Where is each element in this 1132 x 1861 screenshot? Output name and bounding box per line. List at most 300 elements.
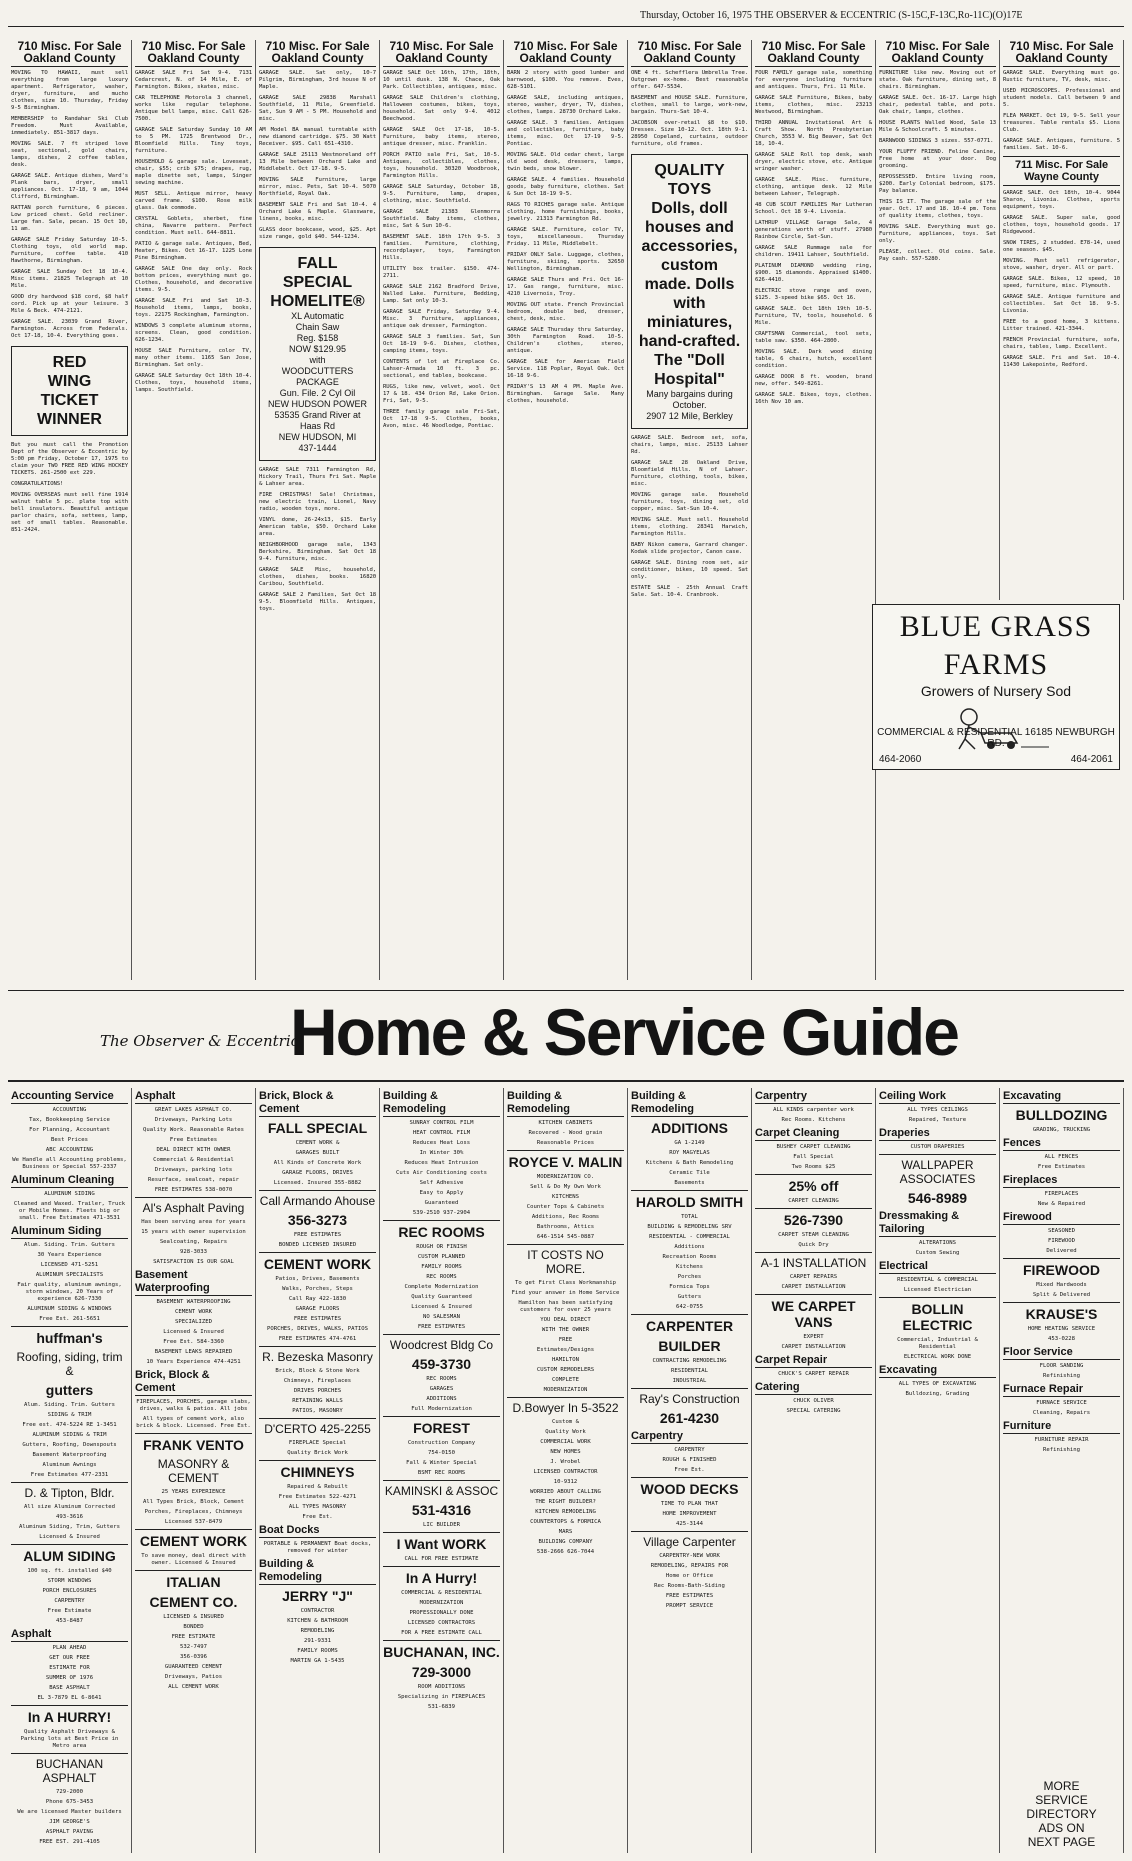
directory-ad-line: LICENSED CONTRACTORS bbox=[407, 1620, 476, 1626]
directory-ad-line: Additions bbox=[674, 1244, 705, 1250]
classified-ad: GARAGE SALE. Bikes, toys, clothes. 16th Nov 10 am. bbox=[755, 392, 872, 405]
directory-ad-line: ASPHALT PAVING bbox=[45, 1829, 94, 1835]
heading-county: Oakland County bbox=[891, 51, 984, 65]
heading-category: 710 Misc. For Sale bbox=[389, 40, 494, 53]
classified-column bbox=[504, 40, 628, 980]
directory-ad-line: 453-0228 bbox=[1048, 1336, 1075, 1342]
classified-ad: PATIO & garage sale. Antiques, Bed, Heater, Bikes. Oct 16-17. 1225 Lone Pine Birmingham. bbox=[135, 241, 252, 261]
classified-ad: THIRD ANNUAL Invitational Art & Craft Show. North Presbyterian Church, 3553 W. Big Beaver, Sat Oct 18, 10-4. bbox=[755, 120, 872, 147]
directory-ad-line: Fair quality, aluminum awnings, storm windows, 20 Years of experience 626-7330 bbox=[17, 1282, 122, 1302]
directory-ad-line: Kitchens & Bath Remodeling bbox=[645, 1160, 734, 1166]
classified-ad: GARAGE SALE. Bikes, 12 speed, 10 speed, furniture, misc. Plymouth. bbox=[1003, 276, 1120, 289]
classified-ad: WINDOWS 3 complete aluminum storms, screens. Clean, good condition. 626-1234. bbox=[135, 323, 252, 343]
directory-ad-line: Alum. Siding. Trim. Gutters bbox=[24, 1242, 115, 1248]
directory-ad-headline: WALLPAPER ASSOCIATES bbox=[899, 1158, 976, 1186]
directory-ad-line: FIREWOOD bbox=[1048, 1238, 1075, 1244]
directory-ad-line: SUMMER OF 1976 bbox=[45, 1675, 94, 1681]
directory-divider bbox=[259, 1252, 376, 1253]
directory-ad-line: WITH THE OWNER bbox=[541, 1327, 590, 1333]
sub-heading-category: 711 Misc. For Sale bbox=[1015, 159, 1108, 171]
directory-divider bbox=[383, 1334, 500, 1335]
directory-heading: Electrical bbox=[879, 1260, 996, 1274]
heading-county: Oakland County bbox=[643, 51, 736, 65]
ad-title: BLUE GRASS bbox=[899, 610, 1093, 643]
directory-ad-line: BSMT REC ROOMS bbox=[417, 1470, 466, 1476]
classified-ad: MOVING SALE. Old cedar chest, large old wood desk, dressers, lamps, twin beds, snow blower. bbox=[507, 152, 624, 172]
directory-ad-line: Aluminum Awnings bbox=[42, 1462, 97, 1468]
classified-ad: PLEASE, collect. Old coins. Sale. Pay cash. 557-5280. bbox=[879, 249, 996, 262]
directory-ad-line: Porches, Fireplaces, Chimneys bbox=[144, 1509, 243, 1515]
directory-ad-line: HAMILTON bbox=[552, 1357, 579, 1363]
directory-ad-headline: Village Carpenter bbox=[643, 1535, 736, 1549]
directory-ad-line: BUILDING & REMODELING SRV bbox=[647, 1224, 732, 1230]
directory-ad-line: WORRIED ABOUT CALLING bbox=[530, 1489, 601, 1495]
directory-ad-line: Recovered - Wood grain bbox=[528, 1130, 603, 1136]
classified-ad: GARAGE SALE 3 families. Sat, Sun Oct 18-19 9-6. Dishes, clothes, camping items, toys. bbox=[383, 334, 500, 354]
directory-ad-line: FIREPLACE Special bbox=[288, 1440, 347, 1446]
directory-ad-line: MARTIN GA 1-5435 bbox=[290, 1658, 345, 1664]
column-heading bbox=[383, 40, 500, 67]
heading-county: Oakland County bbox=[271, 51, 364, 65]
directory-divider bbox=[11, 1326, 128, 1327]
classified-ad: FRIDAY'S 13 AM 4 PM. Maple Ave. Birmingham. Garage Sale. Many clothes, household. bbox=[507, 384, 624, 404]
directory-ad-line: Brick, Block & Stone Work bbox=[275, 1368, 360, 1374]
directory-ad-line: ROY MAGYELAS bbox=[669, 1150, 710, 1156]
directory-ad-line: ALUMINUM SPECIALISTS bbox=[35, 1272, 104, 1278]
directory-ad-line: PORCHES, DRIVES, WALKS, PATIOS bbox=[266, 1326, 369, 1332]
classified-ad: GARAGE SALE Rummage sale for children. 19411 Lahser, Southfield. bbox=[755, 245, 872, 258]
directory-ad-line: 30 Years Experience bbox=[37, 1252, 102, 1258]
classified-ad: 48 CUB SCOUT FAMILIES Mar Lutheran School. Oct 18 9-4. Livonia. bbox=[755, 202, 872, 215]
directory-ad-line: Basement Waterproofing bbox=[32, 1452, 107, 1458]
classified-ad: CRAFTSMAN Commercial, tool sets, table saw. $350. 464-2800. bbox=[755, 331, 872, 344]
column-heading bbox=[879, 40, 996, 67]
classified-ad: FRENCH Provincial furniture, sofa, chairs, tables, lamp. Excellent. bbox=[1003, 337, 1120, 350]
classified-ad: CRYSTAL Goblets, sherbet, fine china, Navarre pattern. Perfect condition. Must sell. 644-8811. bbox=[135, 216, 252, 236]
classified-column bbox=[256, 40, 380, 980]
directory-ad-line: GA 1-2149 bbox=[674, 1140, 705, 1146]
boxed-ad-line: with bbox=[309, 355, 326, 365]
classified-ad: GARAGE SALE One day only. Rock bottom prices, everything must go. Clothes, household, and decorative items. 9-5. bbox=[135, 266, 252, 293]
directory-heading: Basement Waterproofing bbox=[135, 1269, 252, 1296]
directory-ad-line: Free Estimates 522-4271 bbox=[278, 1494, 357, 1500]
classified-ad: VINYL dome, 26-24x13, $15. Early American table, $50. Orchard Lake area. bbox=[259, 517, 376, 537]
directory-ad-line: GRADING, TRUCKING bbox=[1032, 1127, 1091, 1133]
directory-ad-line: Cleaned and Waxed. Trailer, Truck or Mobile Homes. Fleets big or small. Free Estimates 471-3531 bbox=[13, 1201, 126, 1221]
classified-ad: PORCH PATIO sale Fri, Sat, 10-5. Antiques, collectibles, clothes, toys, household. 30320 Woodbrook, Farmington Hills. bbox=[383, 152, 500, 179]
directory-ad-line: FIREPLACES, PORCHES, garage slabs, drives, walks & patios. All jobs bbox=[136, 1399, 251, 1412]
classified-ad: MOVING SALE. 7 ft striped love seat, sectional, gold chairs, lamps, dishes, 2 coffee tables, desk. bbox=[11, 141, 128, 168]
directory-ad-line: GARAGE FLOORS, DRIVES bbox=[282, 1170, 353, 1176]
column-heading bbox=[135, 40, 252, 67]
directory-ad-headline: In A Hurry! bbox=[405, 1570, 478, 1586]
more-ads-line: ADS ON bbox=[1038, 1821, 1085, 1835]
directory-ad-line: Free Estimates 477-2331 bbox=[30, 1472, 109, 1478]
boxed-ad-line: TICKET WINNER bbox=[37, 392, 102, 428]
directory-ad-line: INDUSTRIAL bbox=[672, 1378, 707, 1384]
directory-heading: Asphalt bbox=[135, 1090, 252, 1104]
classified-ad: ESTATE SALE - 25th Annual Craft Sale. Sat. 10-4. Cranbrook. bbox=[631, 585, 748, 598]
directory-ad-line: Quality Work. Reasonable Rates bbox=[142, 1127, 245, 1133]
directory-ad-line: Driveways, parking lots bbox=[154, 1167, 233, 1173]
classified-ad: PLATINUM DIAMOND wedding ring, $900. 15 diamonds. Appraised $1400. 626-4410. bbox=[755, 263, 872, 283]
directory-ad-line: 646-1514 545-0887 bbox=[536, 1234, 595, 1240]
directory-divider bbox=[1003, 1302, 1120, 1303]
directory-divider bbox=[879, 1297, 996, 1298]
directory-ad-line: DEAL DIRECT WITH OWNER bbox=[156, 1147, 231, 1153]
directory-ad-line: CUSTOM DRAPERIES bbox=[910, 1144, 965, 1150]
directory-divider bbox=[11, 1705, 128, 1706]
classified-ad: GARAGE SALE. Furniture, color TV, toys, miscellaneous. Thursday Friday. 11 Mile, Middlebelt. bbox=[507, 227, 624, 247]
boxed-ad-line: NEW HUDSON, MI bbox=[278, 432, 357, 442]
directory-ad-line: PATIOS, MASONRY bbox=[292, 1408, 343, 1414]
classified-ad: GARAGE SALE Fri Sat 9-4. 7131 Cedarcrest, N. of 14 Mile, E. of Farmington. Bikes, skates, misc. bbox=[135, 70, 252, 90]
classified-ad: FURNITURE like new. Moving out of state. Oak furniture, dining set, 8 chairs. Birmingham. bbox=[879, 70, 996, 90]
heading-category: 710 Misc. For Sale bbox=[885, 40, 990, 53]
classified-ad: GARAGE SALE. 4 families. Household goods, baby furniture, clothes. Sat & Sun Oct 18-19 9-5. bbox=[507, 177, 624, 197]
directory-ad-line: Custom & bbox=[552, 1419, 579, 1425]
classified-ad: RAGS TO RICHES garage sale. Antique clothing, home furnishings, books, jewelry. 21313 Farmington Rd. bbox=[507, 202, 624, 222]
directory-ad-line: Reduces Heat Loss bbox=[412, 1140, 471, 1146]
classified-ad: GARAGE SALE Furniture, Bikes, baby items, clothes, misc. 23213 Westwood, Birmingham. bbox=[755, 95, 872, 115]
classified-column bbox=[380, 40, 504, 980]
classified-ad: MEMBERSHIP to Randahar Ski Club Freedom. Must Available, immediately. 851-3817 days. bbox=[11, 116, 128, 136]
directory-ad-line: PORTABLE & PERMANENT Boat docks, removed for winter bbox=[263, 1541, 372, 1554]
directory-ad-line: NO SALESMAN bbox=[422, 1314, 461, 1320]
directory-ad-line: Commercial & Residential bbox=[153, 1157, 234, 1163]
directory-ad-line: Gutters bbox=[677, 1294, 702, 1300]
directory-heading: Furniture bbox=[1003, 1420, 1120, 1434]
directory-ad-line: DRIVES PORCHES bbox=[293, 1388, 342, 1394]
directory-ad-line: BUSHEY CARPET CLEANING bbox=[776, 1144, 851, 1150]
classified-ad: GARAGE SALE Saturday Sunday 10 AM to 5 PM. 1725 Brentwood Dr., Bloomfield Hills. Tiny toys, furniture. bbox=[135, 127, 252, 154]
classified-column bbox=[8, 40, 132, 980]
classified-ad: GARAGE SALE Thurs and Fri. Oct 16-17. Gas range, furniture, misc. 4210 Livernois, Troy. bbox=[507, 277, 624, 297]
directory-heading: Excavating bbox=[1003, 1090, 1120, 1104]
more-ads-line: MORE bbox=[1043, 1779, 1080, 1793]
directory-column bbox=[380, 1088, 504, 1853]
directory-column bbox=[132, 1088, 256, 1853]
directory-ad-line: REMODELING bbox=[300, 1628, 335, 1634]
directory-ad-headline: CEMENT WORK bbox=[263, 1256, 372, 1272]
directory-ad-line: Fall & Winter Special bbox=[406, 1460, 477, 1466]
classified-ad: BASEMENT SALE Fri and Sat 10-4. 4 Orchard Lake & Maple. Glassware, linens, books, misc. bbox=[259, 202, 376, 222]
directory-ad-headline: MASONRY & CEMENT bbox=[157, 1457, 230, 1485]
directory-ad-headline: 546-8989 bbox=[907, 1190, 968, 1206]
directory-ad-line: Hamilton has been satisfying customers for over 25 years bbox=[518, 1300, 613, 1313]
column-heading bbox=[11, 40, 128, 67]
directory-heading: Asphalt bbox=[11, 1628, 128, 1642]
directory-ad-line: ESTIMATE FOR bbox=[49, 1665, 90, 1671]
classified-ad: MOVING. Must sell refrigerator, stove, washer, dryer. All or part. bbox=[1003, 258, 1120, 271]
directory-ad-line: BONDED bbox=[183, 1624, 204, 1630]
directory-ad-line: Construction Company bbox=[407, 1440, 476, 1446]
directory-ad-line: CUSTOM REMODELERS bbox=[536, 1367, 595, 1373]
directory-ad-headline: BUCHANAN ASPHALT bbox=[35, 1757, 104, 1785]
directory-heading: Accounting Service bbox=[11, 1090, 128, 1104]
directory-divider bbox=[259, 1346, 376, 1347]
classified-ad: FIRE CHRISTMAS! Sale! Christmas, new electric train, Lionel, Navy radio, wooden toys, more. bbox=[259, 492, 376, 512]
directory-heading: Firewood bbox=[1003, 1211, 1120, 1225]
directory-ad-headline: Woodcrest Bldg Co bbox=[389, 1338, 494, 1352]
boxed-ad bbox=[11, 346, 128, 436]
directory-ad-line: Commercial, Industrial & Residential bbox=[897, 1337, 978, 1350]
directory-ad-line: Free Est. bbox=[674, 1467, 705, 1473]
classified-ad: GARAGE SALE. Oct 18th 19th 10-5. Furniture, TV, tools, household. 6 Mile. bbox=[755, 306, 872, 326]
directory-ad-line: Licensed Electrician bbox=[903, 1287, 972, 1293]
boxed-ad-line: QUALITY TOYS bbox=[654, 162, 725, 198]
classified-ad: GARAGE SALE Friday, Saturday 9-4. Misc. 3 Furniture, appliances, antique oak dresser, Farmington. bbox=[383, 309, 500, 329]
directory-ad-line: ALUMINUM SIDING bbox=[44, 1191, 95, 1197]
column-heading bbox=[507, 40, 624, 67]
classified-ad: GARAGE SALE 7311 Farmington Rd, Hickory Trail, Thurs Fri Sat. Maple & Lahser area. bbox=[259, 467, 376, 487]
directory-divider bbox=[383, 1480, 500, 1481]
home-service-guide-banner bbox=[100, 995, 1120, 1070]
directory-heading: Draperies bbox=[879, 1127, 996, 1141]
directory-ad-line: In Winter 30% bbox=[419, 1150, 464, 1156]
directory-ad-line: COMPLETE bbox=[552, 1377, 579, 1383]
directory-ad-line: Porches bbox=[677, 1274, 702, 1280]
directory-ad-headline: 261-4230 bbox=[659, 1410, 720, 1426]
directory-ad-line: THE RIGHT BUILDER? bbox=[535, 1499, 596, 1505]
directory-ad-line: Free Est. 261-5651 bbox=[39, 1316, 100, 1322]
directory-ad-line: FREE bbox=[558, 1337, 573, 1343]
directory-heading: Furnace Repair bbox=[1003, 1383, 1120, 1397]
boxed-ad-line: Gun. File. 2 Cyl Oil bbox=[279, 388, 356, 398]
directory-ad-line: GET OUR FREE bbox=[49, 1655, 90, 1661]
directory-ad-line: REMODELING, REPAIRS FOR bbox=[650, 1563, 729, 1569]
directory-ad-headline: CHIMNEYS bbox=[280, 1464, 355, 1480]
heading-county: Oakland County bbox=[1015, 51, 1108, 65]
classified-ad: MUST SELL. Antique mirror, heavy carved frame. $100. Rose milk glass. Oak commode. bbox=[135, 191, 252, 211]
directory-ad-line: 642-0755 bbox=[676, 1304, 703, 1310]
directory-ad-line: Free est. 474-5224 RE 1-3451 bbox=[22, 1422, 117, 1428]
directory-ad-line: 729-2000 bbox=[56, 1789, 83, 1795]
directory-ad-line: CHUCK'S CARPET REPAIR bbox=[778, 1371, 849, 1377]
directory-ad-line: Free Estimate bbox=[47, 1608, 92, 1614]
directory-ad-line: Home or Office bbox=[665, 1573, 714, 1579]
directory-ad-headline: A-1 INSTALLATION bbox=[760, 1256, 867, 1270]
directory-ad-line: CARPET STEAM CLEANING bbox=[778, 1232, 849, 1238]
directory-ad-line: Walks, Porches, Steps bbox=[282, 1286, 353, 1292]
directory-ad-line: Bulldozing, Grading bbox=[905, 1391, 970, 1397]
directory-ad-line: FREE ESTIMATES 538-0070 bbox=[154, 1187, 233, 1193]
directory-ad-line: Tax, Bookkeeping Service bbox=[29, 1117, 110, 1123]
directory-heading: Ceiling Work bbox=[879, 1090, 996, 1104]
directory-ad-headline: FOREST bbox=[413, 1420, 470, 1436]
classified-ad: MOVING SALE. Everything must go. Furniture, appliances, toys. Sat only. bbox=[879, 224, 996, 244]
classified-ad: BARNWOOD SIDINGS 3 sizes. 557-0771. bbox=[879, 138, 994, 144]
directory-heading: Dressmaking & Tailoring bbox=[879, 1210, 996, 1237]
directory-ad-line: FREE ESTIMATES bbox=[417, 1324, 466, 1330]
directory-ad-line: Resurface, sealcoat, repair bbox=[148, 1177, 239, 1183]
directory-ad-line: MARS bbox=[558, 1529, 573, 1535]
directory-ad-line: COMMERCIAL WORK bbox=[540, 1439, 591, 1445]
directory-ad-line: CUSTOM PLANNED bbox=[417, 1254, 466, 1260]
classified-ad: MOVING garage sale. Household furniture, toys, dining set, old copper, misc. Sat-Sun 10-4. bbox=[631, 492, 748, 512]
directory-ad-line: CARPENTRY bbox=[674, 1447, 705, 1453]
boxed-ad-line: WING bbox=[47, 373, 92, 390]
directory-ad-line: FLOOR SANDING bbox=[1039, 1363, 1084, 1369]
directory-divider bbox=[631, 1477, 748, 1478]
directory-ad-headline: CEMENT CO. bbox=[149, 1594, 238, 1610]
directory-divider bbox=[259, 1418, 376, 1419]
directory-column bbox=[256, 1088, 380, 1853]
heading-county: Oakland County bbox=[23, 51, 116, 65]
directory-ad-line: Recreation Rooms bbox=[662, 1254, 717, 1260]
directory-ad-line: ALL FENCES bbox=[1044, 1154, 1079, 1160]
classified-ad: GARAGE SALE Children's clothing, Halloween costumes, bikes, toys, household. Sat only 9-4. 4012 Beechwood. bbox=[383, 95, 500, 122]
section-rule bbox=[8, 990, 1124, 991]
classified-ad: MOVING SALE. Must sell. Household items, clothing. 28341 Harwich, Farmington Hills. bbox=[631, 517, 748, 537]
classified-column bbox=[628, 40, 752, 980]
directory-ad-line: Gutters, Roofing, Downspouts bbox=[22, 1442, 117, 1448]
directory-ad-line: ALL KINDS carpenter work bbox=[773, 1107, 854, 1113]
directory-heading: Aluminum Siding bbox=[11, 1225, 128, 1239]
ad-subtitle: Growers of Nursery Sod bbox=[920, 683, 1072, 699]
directory-ad-line: EL 3-7879 EL 6-8641 bbox=[37, 1695, 102, 1701]
classified-ad: GARAGE SALE Fri and Sat 10-3. Household items, lamps, books, toys. 22175 Rockingham, Farmington. bbox=[135, 298, 252, 318]
directory-ad-headline: REC ROOMS bbox=[398, 1224, 485, 1240]
directory-heading: Carpet Repair bbox=[755, 1354, 872, 1368]
directory-ad-line: Free Estimates bbox=[169, 1137, 218, 1143]
classified-ad: GARAGE SALE. Dining room set, air conditioner, bikes, 10 speed. Sat only. bbox=[631, 560, 748, 580]
directory-ad-line: FREE ESTIMATES bbox=[665, 1593, 714, 1599]
boxed-ad-line: NEW HUDSON POWER bbox=[268, 399, 367, 409]
directory-ad-line: We Handle all Accounting problems, Business or Special 557-2337 bbox=[12, 1157, 127, 1170]
directory-ad-headline: BUILDER bbox=[658, 1338, 721, 1354]
directory-ad-headline: FALL SPECIAL bbox=[267, 1120, 368, 1136]
more-ads-line: NEXT PAGE bbox=[1027, 1835, 1096, 1849]
classified-ad: AM Model BA manual turntable with new diamond cartridge. $75. 30 Watt Receiver. $95. Call 651-4310. bbox=[259, 127, 376, 147]
directory-divider bbox=[631, 1531, 748, 1532]
directory-ad-line: Aluminum Siding, Trim, Gutters bbox=[18, 1524, 121, 1530]
directory-ad-line: MODERNIZATION bbox=[419, 1600, 464, 1606]
directory-ad-line: LIC BUILDER bbox=[422, 1522, 461, 1528]
directory-ad-line: Licensed 537-8479 bbox=[164, 1519, 223, 1525]
directory-ad-headline: FRANK VENTO bbox=[143, 1437, 244, 1453]
directory-ad-line: ADDITIONS bbox=[426, 1396, 457, 1402]
classified-ad: MOVING TO HAWAII, must sell everything from large luxury apartment. Refrigerator, washer, dryer, furniture, and mucho clothes, size 10. Thursday, Friday 9-5 Birmingham. bbox=[11, 70, 128, 111]
directory-ad-headline: KRAUSE'S bbox=[1025, 1306, 1098, 1322]
heading-category: 710 Misc. For Sale bbox=[513, 40, 618, 53]
directory-column bbox=[1000, 1088, 1124, 1853]
classified-ad: GARAGE SALE Friday Saturday 10-5. Clothing toys, old world map. Furniture, coffee table. 410 Hawthorne, Birmingham. bbox=[11, 237, 128, 264]
directory-ad-line: Alum. Siding. Trim. Gutters bbox=[24, 1402, 115, 1408]
directory-ad-line: Rec Rooms. Kitchens bbox=[781, 1117, 846, 1123]
directory-ad-line: 291-9331 bbox=[304, 1638, 331, 1644]
directory-ad-line: PORCH ENCLOSURES bbox=[42, 1588, 97, 1594]
classified-ad: GARAGE SALE Thursday thru Saturday, 30th Farmington Road. 10-5. Children's clothes, stereo, antique. bbox=[507, 327, 624, 354]
directory-ad-line: KITCHEN CABINETS bbox=[538, 1120, 593, 1126]
directory-ad-line: TIME TO PLAN THAT bbox=[660, 1501, 719, 1507]
classified-ad: GARAGE SALE. 23039 Grand River, Farmington. Across from Federals. Oct 17-18, 10-4. Everything goes. bbox=[11, 319, 128, 339]
directory-ad-line: REC ROOMS bbox=[426, 1376, 457, 1382]
directory-ad-line: 493-3616 bbox=[56, 1514, 83, 1520]
directory-divider bbox=[507, 1150, 624, 1151]
directory-ad-line: CARPET INSTALLATION bbox=[781, 1344, 846, 1350]
directory-ad-line: NEW HOMES bbox=[550, 1449, 581, 1455]
directory-ad-line: CEMENT WORK bbox=[174, 1309, 213, 1315]
directory-ad-headline: HAROLD SMITH bbox=[635, 1194, 744, 1210]
classified-ad: GARAGE SALE 2162 Bradford Drive, Walled Lake. Furniture, Bedding, Lamp. Sat only 10-3. bbox=[383, 284, 500, 304]
directory-ad-line: Formica Tops bbox=[669, 1284, 710, 1290]
directory-ad-line: Ceramic Tile bbox=[669, 1170, 710, 1176]
directory-ad-line: CONTRACTOR bbox=[300, 1608, 335, 1614]
directory-ad-headline: D.Bowyer In 5-3522 bbox=[512, 1401, 619, 1415]
column-heading bbox=[755, 40, 872, 67]
heading-category: 710 Misc. For Sale bbox=[1009, 40, 1114, 53]
classified-ad: FLEA MARKET. Oct 19, 9-5. Sell your treasures. Table rentals $5. Lions Club. bbox=[1003, 113, 1120, 133]
directory-ad-headline: ALUM SIDING bbox=[23, 1548, 116, 1564]
classified-ad: THREE family garage sale Fri-Sat, Oct 17-18 9-5. Clothes, books, Avon, misc. 46 Woodlodge, Pontiac. bbox=[383, 409, 500, 429]
directory-ad-line: Mixed Hardwoods bbox=[1036, 1282, 1087, 1288]
classified-ad: USED MICROSCOPES. Professional and student models. Call between 9 and 5. bbox=[1003, 88, 1120, 108]
classified-ad: BASEMENT SALE. 18th 17th 9-5. 3 families. Furniture, clothing, recordplayer, toys, Farmington Hills. bbox=[383, 234, 500, 261]
directory-divider bbox=[507, 1397, 624, 1398]
boxed-ad-line: Dolls, doll houses and accessories, custom made. Dolls with miniatures, hand-crafted. bbox=[638, 200, 741, 350]
directory-ad-line: LICENSED & INSURED bbox=[163, 1614, 224, 1620]
directory-column bbox=[504, 1088, 628, 1853]
classified-column bbox=[132, 40, 256, 980]
directory-ad-line: JIM GEORGE'S bbox=[49, 1819, 90, 1825]
classified-ad: GOOD dry hardwood $18 cord, $8 half cord. Pick up at your leisure. 3 Mile & Beck. 474-2121. bbox=[11, 294, 128, 314]
directory-ad-line: J. Wrobel bbox=[550, 1459, 581, 1465]
classified-ad: GARAGE SALE. Antique dishes, Ward's Plank bars, dryer, small appliances. Oct. 17-18, 9 am, 1044 Clifford, Birmingham. bbox=[11, 173, 128, 200]
classified-ad: GARAGE SALE. Oct 18th, 10-4. 9044 Sharon, Livonia. Clothes, sports equipment, toys. bbox=[1003, 190, 1120, 210]
boxed-ad-line: 2907 12 Mile, Berkley bbox=[646, 411, 733, 421]
directory-ad-headline: Al's Asphalt Paving bbox=[142, 1201, 245, 1215]
heading-county: Oakland County bbox=[519, 51, 612, 65]
classified-ad: BARN 2 story with good lumber and barnwood, $100. You remove. Eves, 628-5101. bbox=[507, 70, 624, 90]
classified-ad: GARAGE SALE Sunday Oct 18 10-4. Misc items. 21825 Telegraph at 10 Mile. bbox=[11, 269, 128, 289]
classified-ad: HOUSE SALE Furniture, color TV, many other items. 1165 San Jose, Birmingham. Sat only. bbox=[135, 348, 252, 368]
directory-divider bbox=[259, 1190, 376, 1191]
directory-ad-line: ABC ACCOUNTING bbox=[45, 1147, 94, 1153]
directory-ad-line: SATISFACTION IS OUR GOAL bbox=[153, 1259, 234, 1265]
boxed-ad-line: NOW $129.95 bbox=[288, 344, 347, 354]
directory-ad-line: PLAN AHEAD bbox=[52, 1645, 87, 1651]
directory-ad-line: PROFESSIONALLY DONE bbox=[409, 1610, 474, 1616]
directory-ad-line: PROMPT SERVICE bbox=[665, 1603, 714, 1609]
heading-category: 710 Misc. For Sale bbox=[265, 40, 370, 53]
directory-ad-headline: R. Bezeska Masonry bbox=[262, 1350, 373, 1364]
directory-ad-line: HOME HEATING SERVICE bbox=[1027, 1326, 1096, 1332]
directory-heading: Brick, Block & Cement bbox=[135, 1369, 252, 1396]
boxed-ad-line: Many bargains during October. bbox=[646, 389, 733, 410]
directory-ad-line: Additions, Rec Rooms bbox=[531, 1214, 600, 1220]
directory-ad-headline: D. & Tipton, Bldr. bbox=[24, 1486, 115, 1500]
directory-ad-line: Basements bbox=[674, 1180, 705, 1186]
directory-ad-line: 100 sq. ft. installed $40 bbox=[27, 1568, 112, 1574]
classified-ad: GARAGE SALE. Misc. furniture, clothing, antique desk. 12 Mile between Lahser, Telegraph. bbox=[755, 177, 872, 197]
more-ads-line: SERVICE bbox=[1035, 1793, 1088, 1807]
directory-ad-line: SPECIAL CATERING bbox=[786, 1408, 841, 1414]
classified-column bbox=[876, 40, 1000, 600]
directory-ad-line: Delivered bbox=[1046, 1248, 1077, 1254]
directory-ad-line: CEMENT WORK & bbox=[295, 1140, 340, 1146]
directory-ad-line: LICENSED CONTRACTOR bbox=[533, 1469, 598, 1475]
directory-heading: Building & Remodeling bbox=[383, 1090, 500, 1117]
directory-ad-line: 928-3033 bbox=[180, 1249, 207, 1255]
boxed-ad-line: FALL bbox=[297, 255, 338, 272]
directory-divider bbox=[135, 1197, 252, 1198]
directory-ad-line: CHUCK OLIVER bbox=[793, 1398, 834, 1404]
directory-ad-line: MODERNIZATION bbox=[543, 1387, 588, 1393]
directory-ad-line: 10-9312 bbox=[553, 1479, 578, 1485]
directory-divider bbox=[11, 1753, 128, 1754]
directory-ad-line: Licensed & Insured bbox=[163, 1329, 224, 1335]
